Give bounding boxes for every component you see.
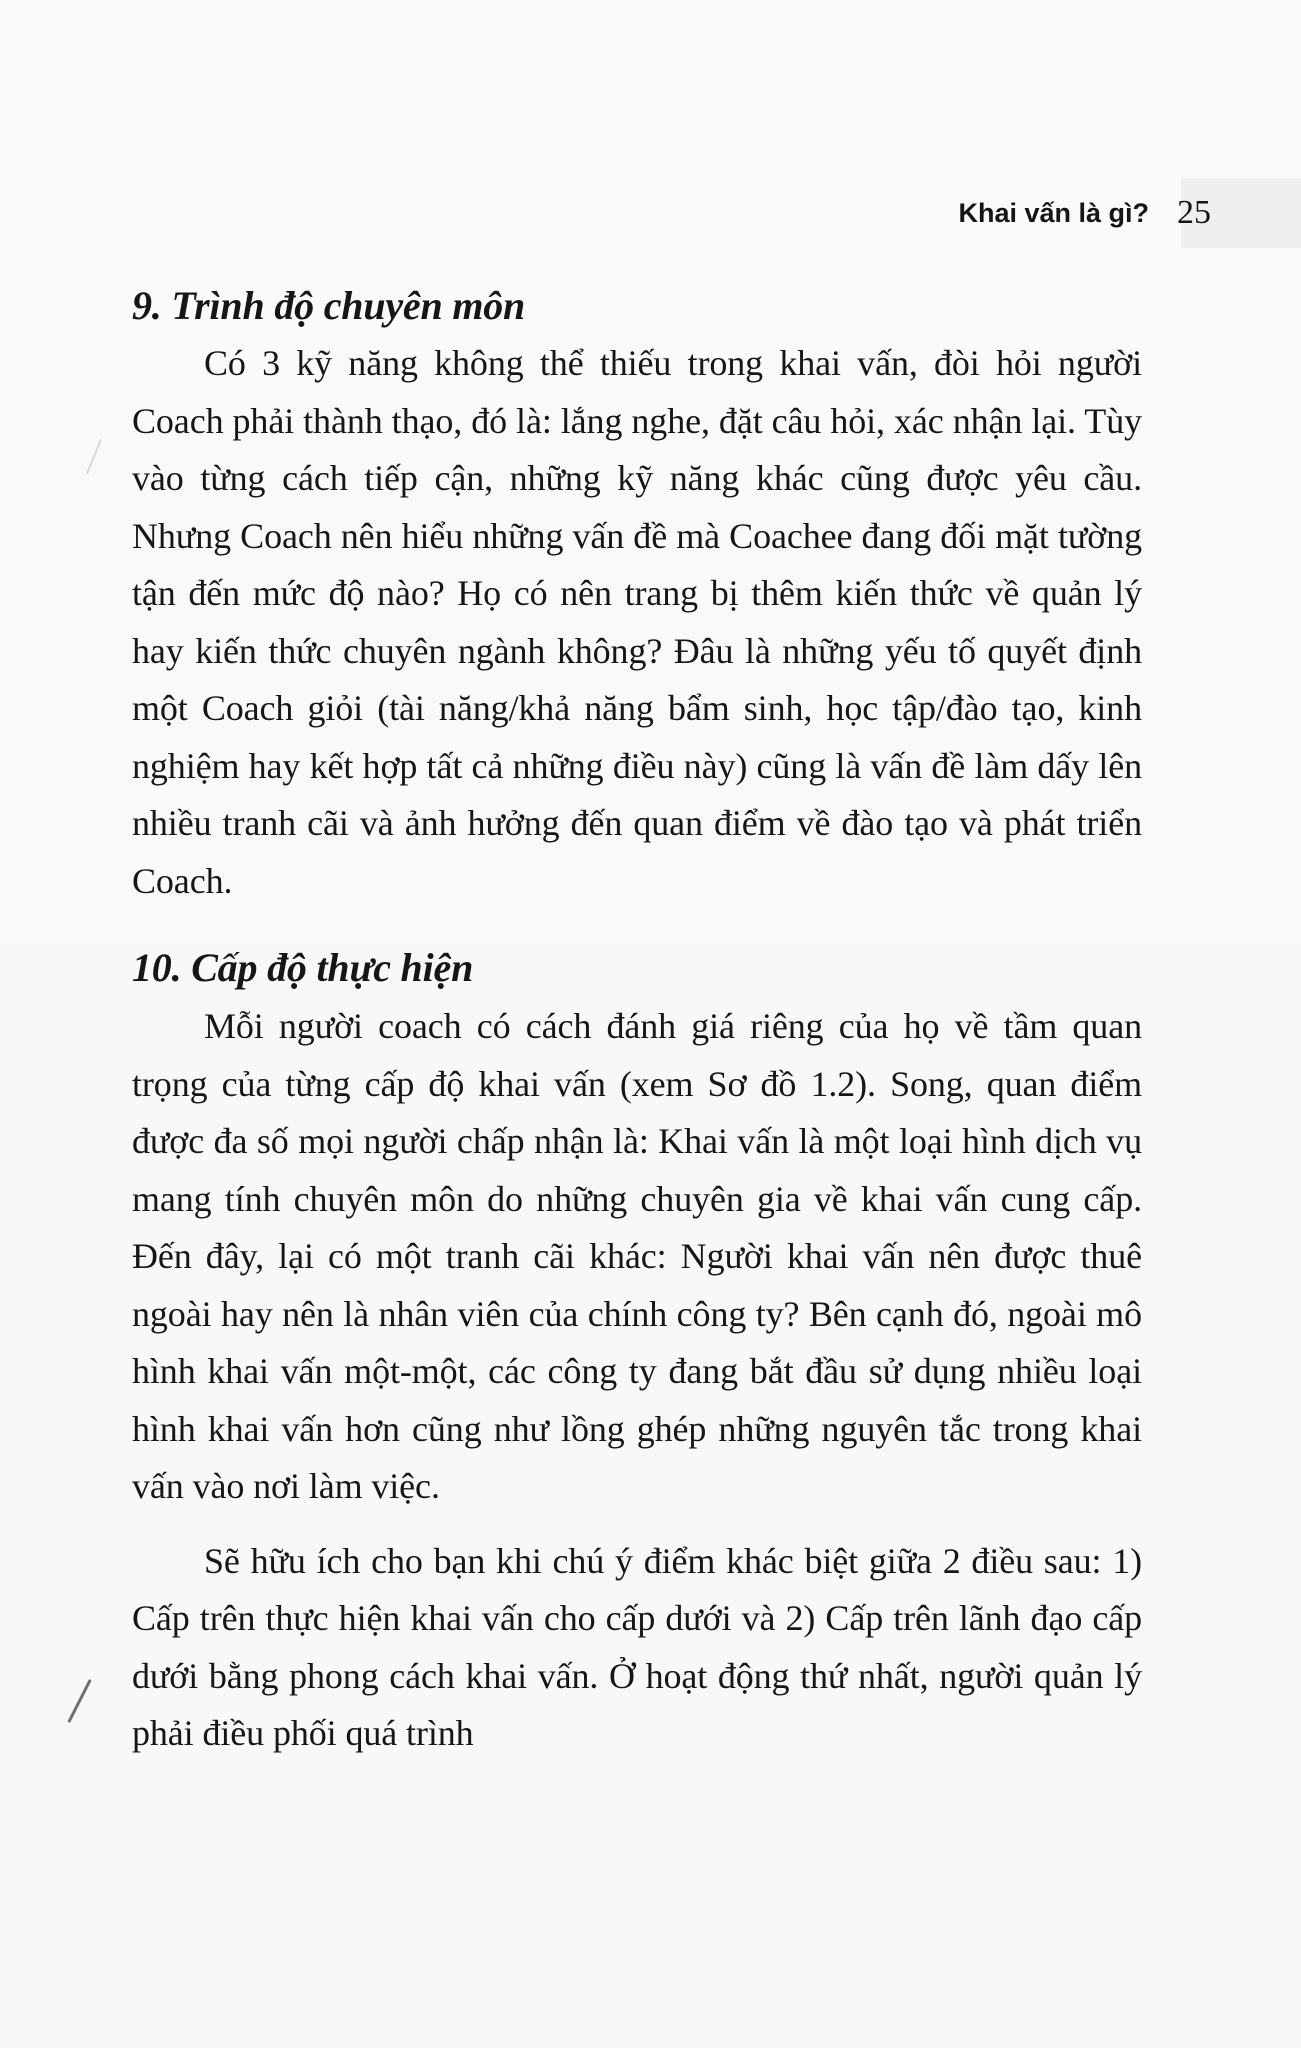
section-implementation-level (132, 941, 1142, 1763)
paragraph-expertise: Có 3 kỹ năng không thể thiếu trong khai vấn, đòi hỏi người Coach phải thành thạo, đó là: lắng nghe, đặt câu hỏi, xác nhận lại. Tùy vào từng cách tiếp cận, những kỹ năng khác cũng được yêu cầu. Nhưng Coach nên hiểu những vấn đề mà Coachee đang đối mặt tường tận đến mức độ nào? Họ có nên trang bị thêm kiến thức về quản lý hay kiến thức chuyên ngành không? Đâu là những yếu tố quyết định một Coach giỏi (tài năng/khả năng bẩm sinh, học tập/đào tạo, kinh nghiệm hay kết hợp tất cả những điều này) cũng là vấn đề làm dấy lên nhiều tranh cãi và ảnh hưởng đến quan điểm về đào tạo và phát triển Coach. (132, 343, 1142, 901)
paragraph-implementation-level-2: Sẽ hữu ích cho bạn khi chú ý điểm khác biệt giữa 2 điều sau: 1) Cấp trên thực hiện khai vấn cho cấp dưới và 2) Cấp trên lãnh đạo cấp dưới bằng phong cách khai vấn. Ở hoạt động thứ nhất, người quản lý phải điều phối quá trình (132, 1540, 1142, 1753)
page-content (132, 279, 1142, 1763)
section-title-implementation-level: 10. Cấp độ thực hiện (132, 945, 474, 990)
running-head (958, 189, 1211, 237)
margin-mark (86, 439, 102, 474)
pen-mark (67, 1679, 91, 1723)
page-number: 25 (1177, 194, 1211, 231)
running-title: Khai vấn là gì? (958, 197, 1149, 228)
section-title-expertise: 9. Trình độ chuyên môn (132, 283, 526, 328)
paragraph-implementation-level-1: Mỗi người coach có cách đánh giá riêng của họ về tầm quan trọng của từng cấp độ khai vấn (xem Sơ đồ 1.2). Song, quan điểm được đa số mọi người chấp nhận là: Khai vấn là một loại hình dịch vụ mang tính chuyên môn do những chuyên gia về khai vấn cung cấp. Đến đây, lại có một tranh cãi khác: Người khai vấn nên được thuê ngoài hay nên là nhân viên của chính công ty? Bên cạnh đó, ngoài mô hình khai vấn một-một, các công ty đang bắt đầu sử dụng nhiều loại hình khai vấn hơn cũng như lồng ghép những nguyên tắc trong khai vấn vào nơi làm việc. (132, 1006, 1142, 1506)
section-expertise (132, 279, 1142, 910)
